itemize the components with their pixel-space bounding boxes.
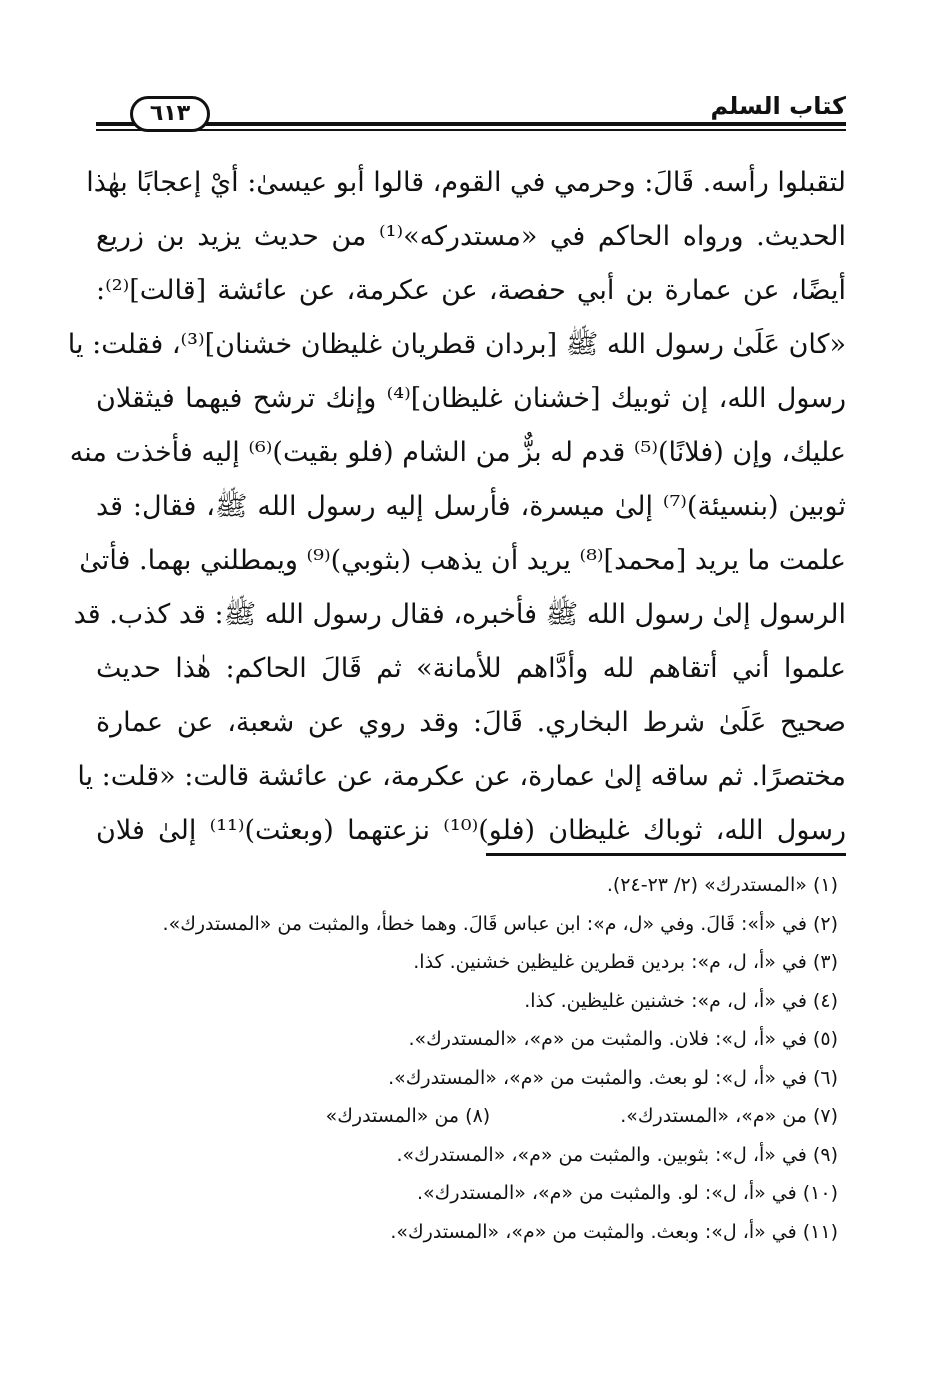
footnote-row-7-8 [96,1097,846,1136]
text-line: رسول الله، ثوباك غليظان (فلو)⁽¹⁰⁾ نزعتهما (وبعثت)⁽¹¹⁾ إلىٰ فلان [96,815,847,846]
text-line: عليك، وإن (فلانًا)⁽⁵⁾ قدم له بزٌّ من الشام (فلو بقيت)⁽⁶⁾ إليه فأخذت منه [69,437,846,468]
chapter-title: كتاب السلم [710,92,846,120]
text-line: أيضًا، عن عمارة بن أبي حفصة، عن عكرمة، عن عائشة [قالت]⁽²⁾: [96,275,846,306]
text-line: «كان عَلَىٰ رسول الله ﷺ [بردان قطريان غليظان خشنان]⁽³⁾، فقلت: يا [67,329,846,360]
footnote-5: (٥) في «أ، ل»: فلان. والمثبت من «م»، «المستدرك». [408,1028,838,1050]
footnote-separator [486,853,846,856]
header-rule-thin [96,129,846,131]
footnote-6: (٦) في «أ، ل»: لو بعث. والمثبت من «م»، «المستدرك». [388,1066,838,1089]
text-line: لتقبلوا رأسه. قَالَ: وحرمي في القوم، قالوا أبو عيسىٰ: أيْ إعجابًا بهٰذا [86,167,846,198]
page-header [96,86,846,136]
header-rule-thick [96,122,846,126]
footnote-3: (٣) في «أ، ل، م»: بردين قطرين غليظين خشنين. كذا. [413,951,838,973]
text-line: رسول الله، إن ثوبيك [خشنان غليظان]⁽⁴⁾ وإنك ترشح فيهما فيثقلان [96,383,846,414]
text-line: مختصرًا. ثم ساقه إلىٰ عمارة، عن عكرمة، عن عائشة قالت: «قلت: يا [77,761,846,792]
text-line: علمت ما يريد [محمد]⁽⁸⁾ يريد أن يذهب (بثوبي)⁽⁹⁾ ويمطلني بهما. فأتىٰ [79,545,846,576]
footnote-1: (١) «المستدرك» (٢/ ٢٣-٢٤). [606,874,838,896]
footnote-11: (١١) في «أ، ل»: وبعث. والمثبت من «م»، «المستدرك». [390,1220,838,1243]
footnote-2: (٢) في «أ»: قَالَ. وفي «ل، م»: ابن عباس قَالَ. وهما خطأ، والمثبت من «المستدرك». [162,912,838,935]
text-line: الرسول إلىٰ رسول الله ﷺ فأخبره، فقال رسول الله ﷺ: قد كذب. قد [73,599,846,630]
text-line: ثوبين (بنسيئة)⁽⁷⁾ إلىٰ ميسرة، فأرسل إليه رسول الله ﷺ، فقال: قد [96,491,846,522]
main-text [67,156,847,858]
text-line: صحيح عَلَىٰ شرط البخاري. قَالَ: وقد روي عن شعبة، عن عمارة [96,707,846,738]
footnote-10: (١٠) في «أ، ل»: لو. والمثبت من «م»، «المستدرك». [417,1182,838,1204]
text-line: علموا أني أتقاهم لله وأدَّاهم للأمانة» ثم قَالَ الحاكم: هٰذا حديث [96,653,846,684]
footnote-7: (٧) من «م»، «المستدرك». [620,1105,838,1127]
page-number: ٦١٣ [130,96,210,132]
footnotes [96,866,846,1251]
footnote-9: (٩) في «أ، ل»: بثوبين. والمثبت من «م»، «المستدرك». [396,1143,838,1166]
text-line: الحديث. ورواه الحاكم في «مستدركه»⁽¹⁾ من حديث يزيد بن زريع [96,221,847,252]
footnote-8: (٨) من «المستدرك» [325,1105,491,1127]
footnote-4: (٤) في «أ، ل، م»: خشنين غليظين. كذا. [524,989,838,1012]
